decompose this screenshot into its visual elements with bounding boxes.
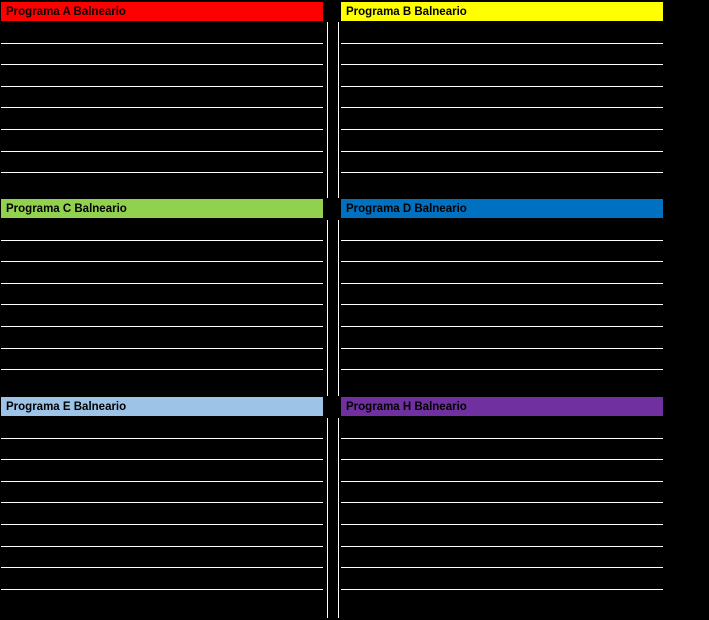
panel-rows-programa-c — [1, 219, 323, 392]
table-row[interactable] — [341, 439, 663, 461]
table-row[interactable] — [1, 417, 323, 439]
table-row[interactable] — [1, 482, 323, 504]
column-separator-left-c — [327, 418, 328, 618]
table-row[interactable] — [1, 327, 323, 349]
panel-rows-programa-d — [341, 219, 663, 392]
table-row[interactable] — [341, 482, 663, 504]
table-row[interactable] — [1, 152, 323, 174]
table-row[interactable] — [1, 547, 323, 569]
panel-title-programa-b: Programa B Balneario — [341, 2, 663, 22]
table-row[interactable] — [341, 370, 663, 392]
table-row[interactable] — [1, 460, 323, 482]
table-row[interactable] — [1, 439, 323, 461]
panel-rows-programa-a — [1, 22, 323, 195]
table-row[interactable] — [1, 44, 323, 66]
table-row[interactable] — [1, 349, 323, 371]
table-row[interactable] — [341, 65, 663, 87]
table-row[interactable] — [1, 503, 323, 525]
table-row[interactable] — [341, 262, 663, 284]
column-separator-left-a — [327, 22, 328, 198]
table-row[interactable] — [341, 547, 663, 569]
table-row[interactable] — [1, 87, 323, 109]
table-row[interactable] — [1, 370, 323, 392]
panel-programa-b[interactable] — [341, 2, 663, 195]
table-row[interactable] — [1, 108, 323, 130]
table-row[interactable] — [1, 262, 323, 284]
column-separator-right-a — [338, 22, 339, 198]
panel-programa-h[interactable] — [341, 397, 663, 611]
panel-programa-e[interactable] — [1, 397, 323, 611]
table-row[interactable] — [341, 349, 663, 371]
panel-title-programa-a: Programa A Balneario — [1, 2, 323, 22]
table-row[interactable] — [341, 460, 663, 482]
table-row[interactable] — [341, 305, 663, 327]
table-row[interactable] — [1, 22, 323, 44]
table-row[interactable] — [341, 219, 663, 241]
table-row[interactable] — [341, 568, 663, 590]
column-separator-left-b — [327, 220, 328, 396]
column-separator-right-b — [338, 220, 339, 396]
table-row[interactable] — [1, 525, 323, 547]
panel-programa-c[interactable] — [1, 199, 323, 392]
table-row[interactable] — [1, 305, 323, 327]
column-separator-right-c — [338, 418, 339, 618]
table-row[interactable] — [341, 327, 663, 349]
panel-programa-d[interactable] — [341, 199, 663, 392]
table-row[interactable] — [341, 130, 663, 152]
table-row[interactable] — [341, 417, 663, 439]
panel-title-programa-d: Programa D Balneario — [341, 199, 663, 219]
table-row[interactable] — [341, 87, 663, 109]
table-row[interactable] — [341, 173, 663, 195]
table-row[interactable] — [1, 65, 323, 87]
table-row[interactable] — [341, 152, 663, 174]
table-row[interactable] — [341, 44, 663, 66]
panel-title-programa-c: Programa C Balneario — [1, 199, 323, 219]
table-row[interactable] — [1, 173, 323, 195]
table-row[interactable] — [341, 241, 663, 263]
table-row[interactable] — [341, 284, 663, 306]
table-row[interactable] — [341, 108, 663, 130]
table-row[interactable] — [341, 525, 663, 547]
table-row[interactable] — [1, 219, 323, 241]
table-row[interactable] — [341, 590, 663, 612]
panel-rows-programa-e — [1, 417, 323, 611]
panel-rows-programa-h — [341, 417, 663, 611]
table-row[interactable] — [1, 568, 323, 590]
table-row[interactable] — [1, 590, 323, 612]
table-row[interactable] — [1, 241, 323, 263]
table-row[interactable] — [1, 284, 323, 306]
table-row[interactable] — [1, 130, 323, 152]
panel-title-programa-e: Programa E Balneario — [1, 397, 323, 417]
table-row[interactable] — [341, 22, 663, 44]
panel-programa-a[interactable] — [1, 2, 323, 195]
panel-title-programa-h: Programa H Balneario — [341, 397, 663, 417]
panel-rows-programa-b — [341, 22, 663, 195]
table-row[interactable] — [341, 503, 663, 525]
